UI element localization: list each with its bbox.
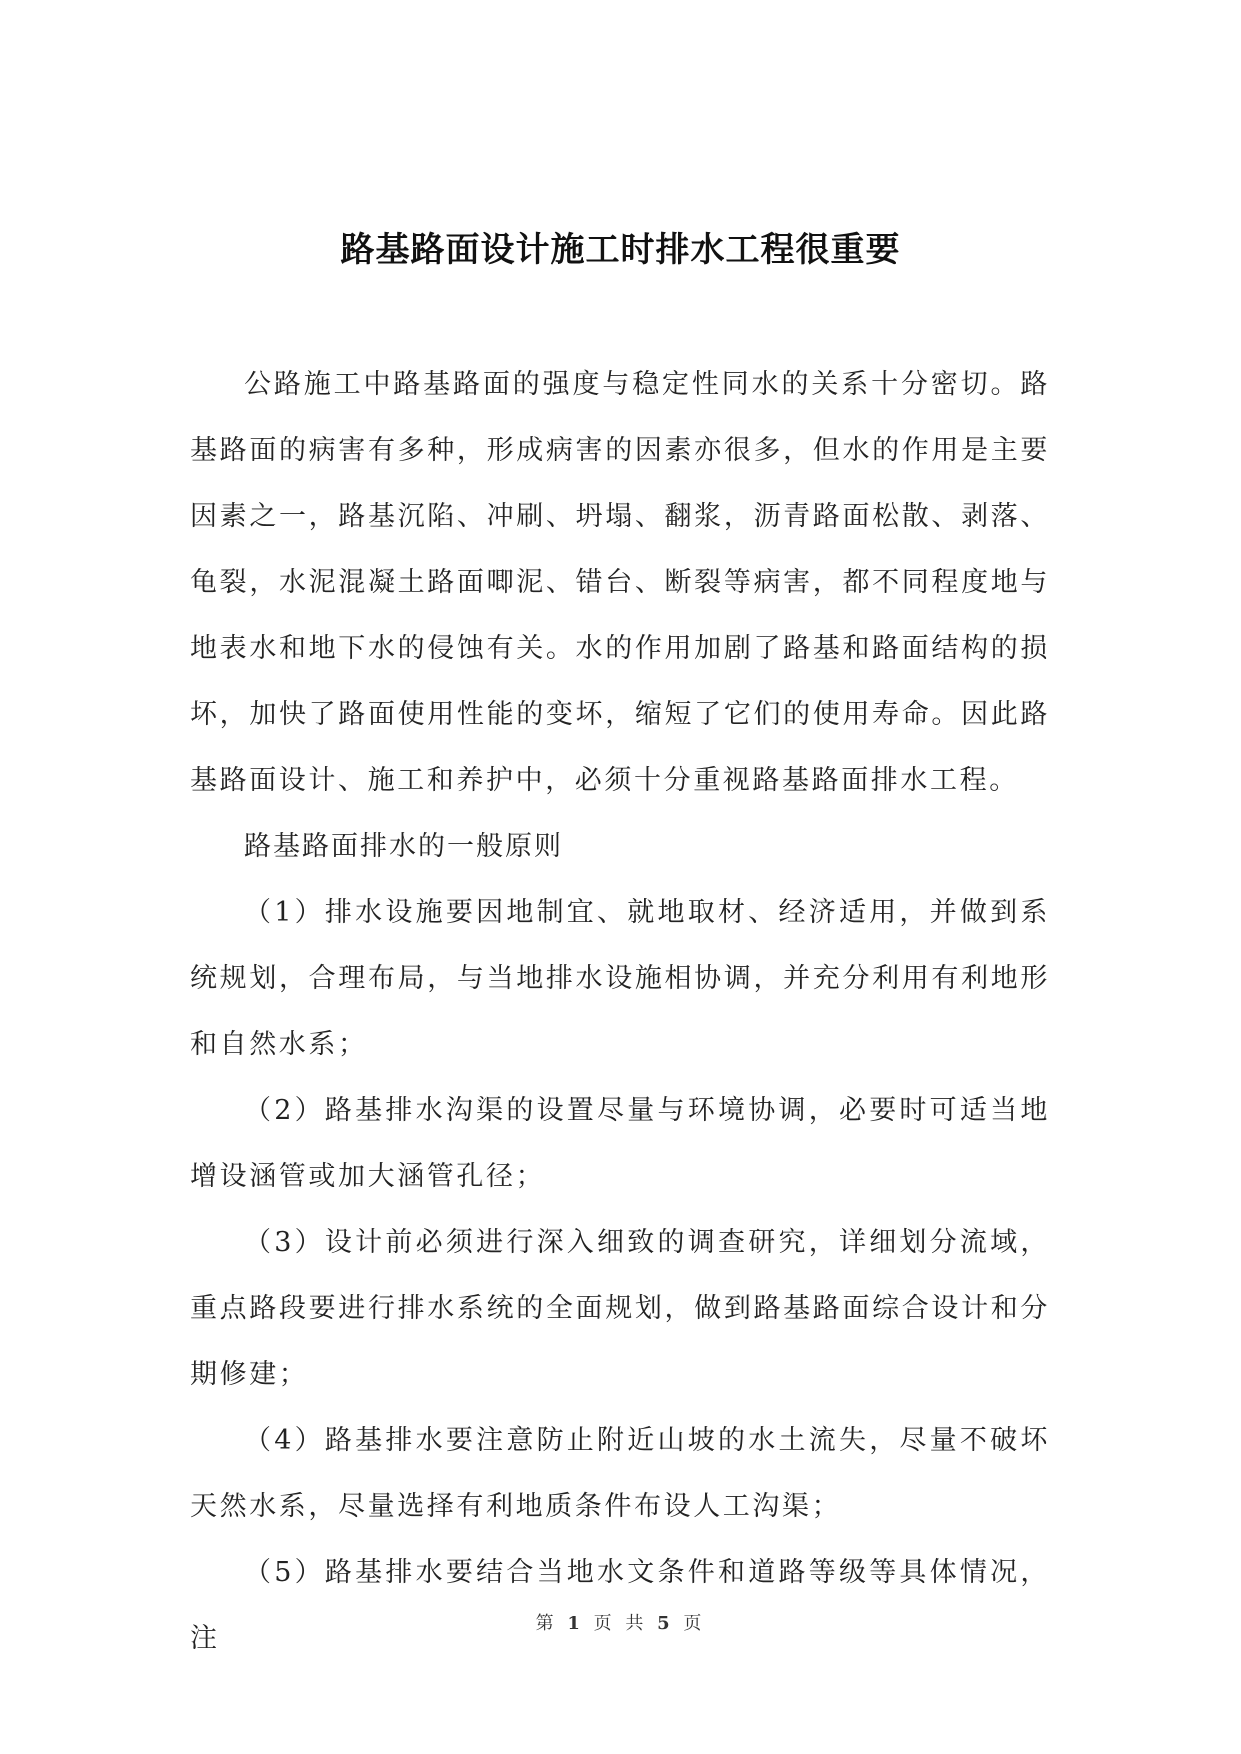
footer-total-pages: 5 <box>657 1613 674 1634</box>
footer-current-page: 1 <box>567 1613 584 1634</box>
intro-paragraph: 公路施工中路基路面的强度与稳定性同水的关系十分密切。路基路面的病害有多种，形成病害的因素亦很多，但水的作用是主要因素之一，路基沉陷、冲刷、坍塌、翻浆，沥青路面松散、剥落、龟裂，水泥混凝土路面唧泥、错台、断裂等病害，都不同程度地与地表水和地下水的侵蚀有关。水的作用加剧了路基和路面结构的损坏，加快了路面使用性能的变坏，缩短了它们的使用寿命。因此路基路面设计、施工和养护中，必须十分重视路基路面排水工程。 <box>190 369 1050 796</box>
page-footer <box>0 1609 1241 1635</box>
footer-prefix: 第 <box>535 1613 558 1634</box>
document-body <box>190 352 1050 1672</box>
principle-item-1: （1）排水设施要因地制宜、就地取材、经济适用，并做到系统规划，合理布局，与当地排水设施相协调，并充分利用有利地形和自然水系； <box>190 897 1050 1060</box>
principle-item-2: （2）路基排水沟渠的设置尽量与环境协调，必要时可适当地增设涵管或加大涵管孔径； <box>190 1095 1050 1192</box>
document-title: 路基路面设计施工时排水工程很重要 <box>340 230 901 270</box>
footer-suffix: 页 <box>683 1613 706 1634</box>
principle-item-5: （5）路基排水要结合当地水文条件和道路等级等具体情况，注 <box>190 1557 1050 1654</box>
footer-middle: 页 共 <box>593 1613 648 1634</box>
principle-item-3: （3）设计前必须进行深入细致的调查研究，详细划分流域，重点路段要进行排水系统的全面规划，做到路基路面综合设计和分期修建； <box>190 1227 1050 1390</box>
principle-item-4: （4）路基排水要注意防止附近山坡的水土流失，尽量不破坏天然水系，尽量选择有利地质条件布设人工沟渠； <box>190 1425 1050 1522</box>
section-heading: 路基路面排水的一般原则 <box>244 831 563 862</box>
